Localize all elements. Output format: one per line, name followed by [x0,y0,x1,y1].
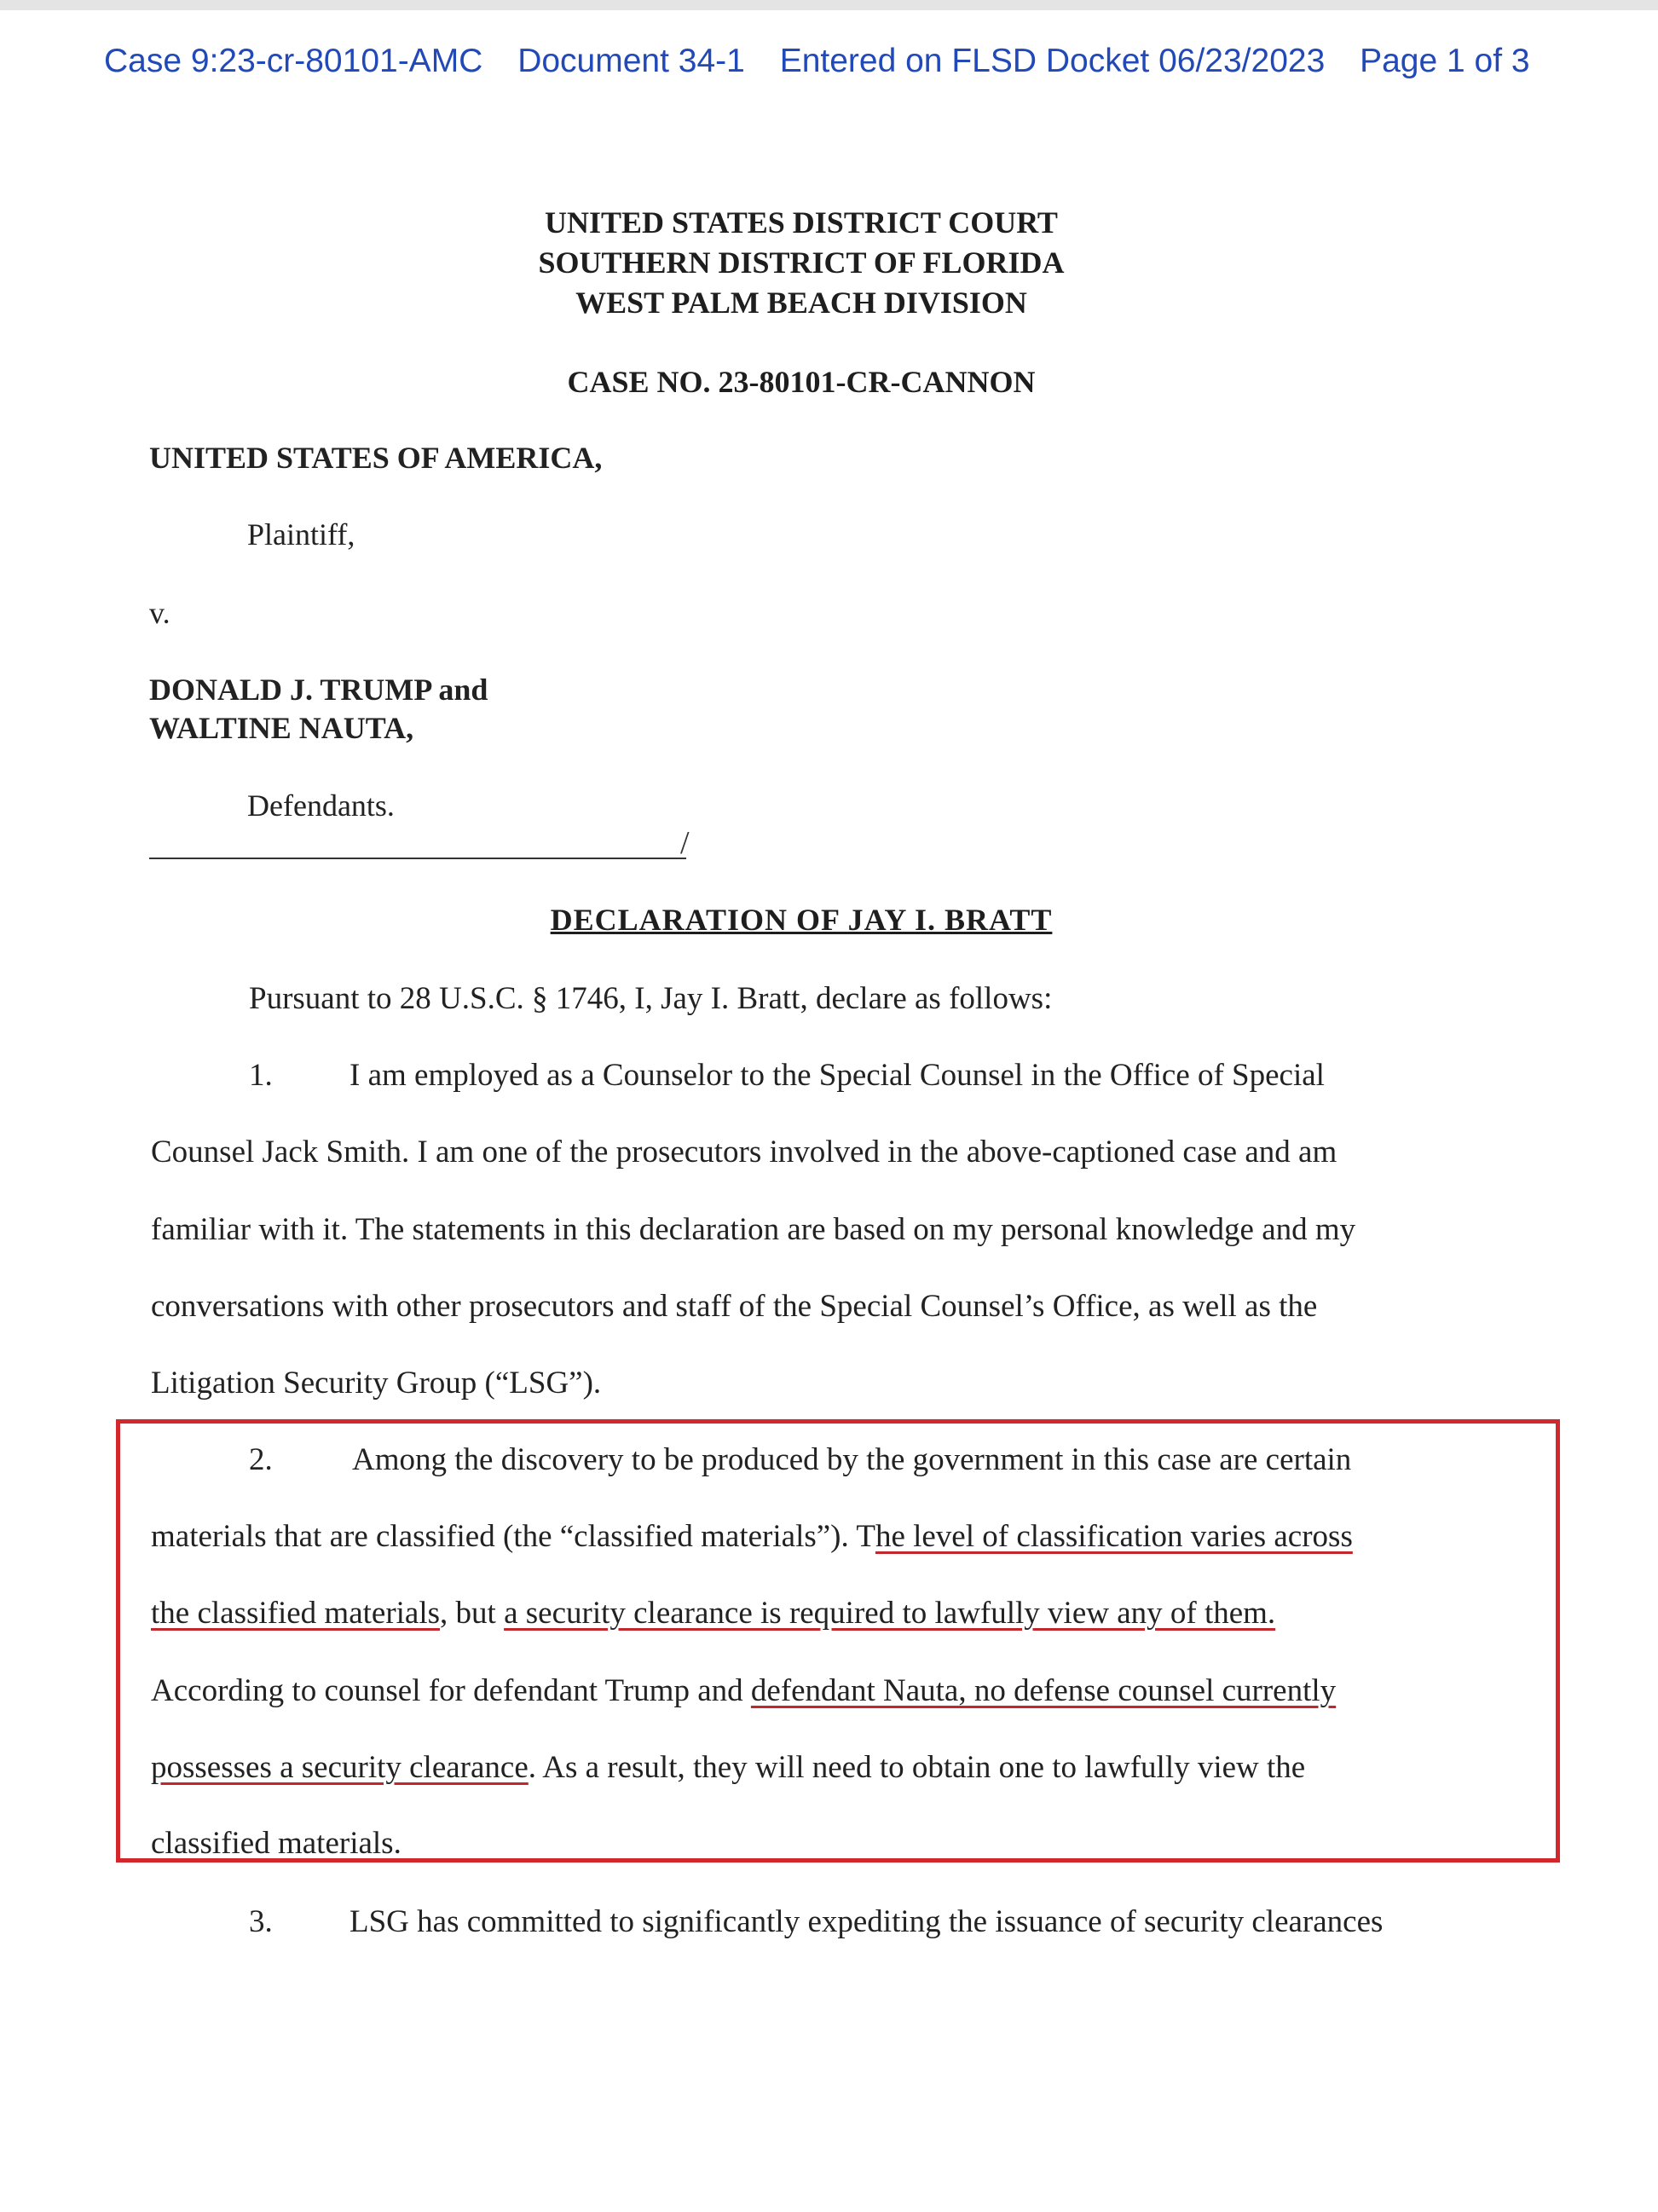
para2-line2 [151,1518,1353,1555]
para2-line3 [151,1595,1275,1632]
page-indicator[interactable]: Page 1 of 3 [1360,43,1530,79]
plaintiff-role: Plaintiff, [247,517,355,552]
para2-highlight-clearance-required: a security clearance is required to lawfully view any of them. [504,1596,1276,1631]
para1-line4: conversations with other prosecutors and staff of the Special Counsel’s Office, as well as the [151,1289,1318,1324]
para1-line3: familiar with it. The statements in this declaration are based on my personal knowledge and my [151,1212,1356,1247]
entered-on-docket[interactable]: Entered on FLSD Docket 06/23/2023 [779,43,1326,79]
para2-line1: Among the discovery to be produced by the government in this case are certain [352,1442,1352,1477]
para1-line1: I am employed as a Counselor to the Special Counsel in the Office of Special [350,1058,1325,1093]
para2-line4 [151,1672,1336,1709]
document-number-link[interactable]: Document 34-1 [517,43,745,79]
defendant-role: Defendants. [247,788,395,823]
viewer-top-strip [0,0,1658,10]
para2-number: 2. [249,1442,273,1477]
para2-highlight-no-clearance: defendant Nauta, no defense counsel currently [750,1673,1337,1708]
defendant-name-line2: WALTINE NAUTA, [149,711,414,745]
docket-header [104,43,1530,80]
para3-number: 3. [249,1904,273,1939]
case-number-link[interactable]: Case 9:23-cr-80101-AMC [104,43,483,79]
plaintiff-name: UNITED STATES OF AMERICA, [149,441,603,475]
court-name: UNITED STATES DISTRICT COURT [545,205,1058,240]
para2-line5-text: . As a result, they will need to obtain one to lawfully view the [528,1750,1306,1785]
versus: v. [149,596,170,630]
para2-line3-text: , but [440,1596,505,1631]
para1-number: 1. [249,1058,273,1093]
para1-line5: Litigation Security Group (“LSG”). [151,1366,602,1401]
case-number-heading: CASE NO. 23-80101-CR-CANNON [567,365,1036,399]
division-name: WEST PALM BEACH DIVISION [575,286,1027,320]
declaration-title: DECLARATION OF JAY I. BRATT [550,903,1053,937]
district-name: SOUTHERN DISTRICT OF FLORIDA [538,245,1065,280]
para2-line6: classified materials. [151,1826,402,1861]
intro-statement: Pursuant to 28 U.S.C. § 1746, I, Jay I. Bratt, declare as follows: [249,981,1053,1016]
defendant-name-line1: DONALD J. TRUMP and [149,673,488,707]
para2-highlight-possesses-clearance: possesses a security clearance [151,1750,529,1785]
para2-highlight-classification-level: he level of classification varies across [875,1519,1353,1554]
para1-line2: Counsel Jack Smith. I am one of the prosecutors involved in the above-captioned case and am [151,1135,1337,1170]
para2-line2-text: materials that are classified (the “classified materials”). T [151,1519,875,1554]
para2-highlight-classified-materials: the classified materials [151,1596,441,1631]
caption-slash: / [680,825,690,861]
para2-line4-text: According to counsel for defendant Trump and [151,1673,751,1708]
caption-divider-line [149,858,686,859]
para3-line1: LSG has committed to significantly expediting the issuance of security clearances [350,1904,1384,1939]
highlight-box [116,1419,1560,1863]
para2-line5 [151,1749,1305,1786]
